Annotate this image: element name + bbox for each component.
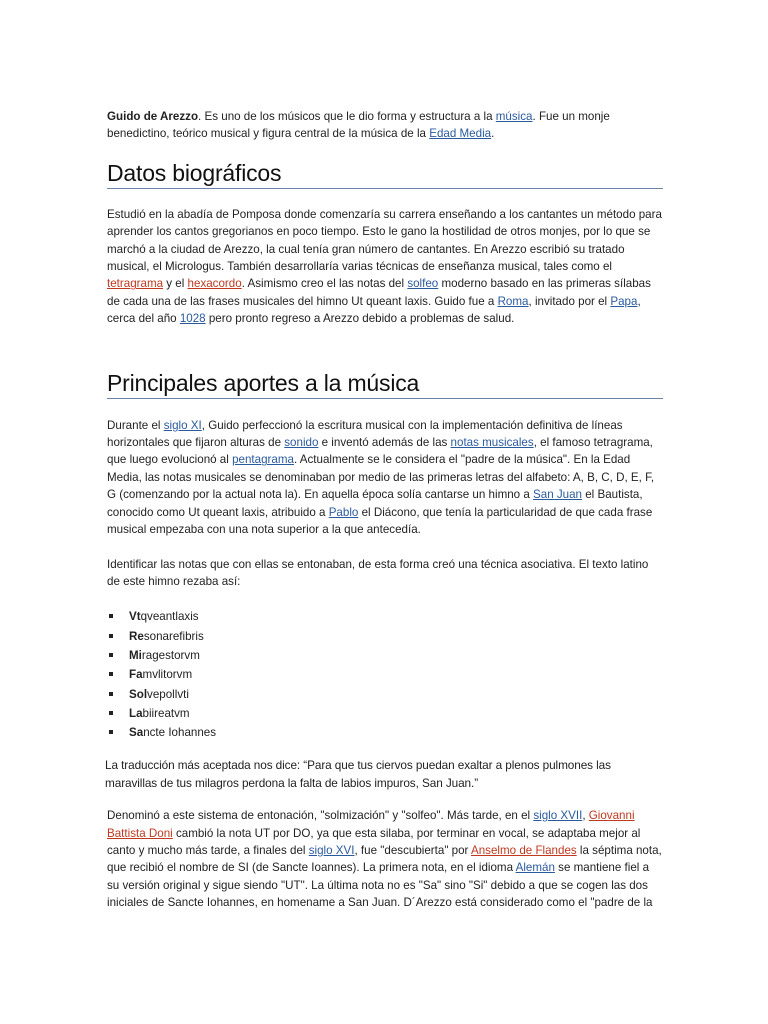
identificar-paragraph: Identificar las notas que con ellas se entonaban, de esta forma creó una técnica asociativa. El texto latino de este himno rezaba así: — [107, 557, 649, 588]
bullet-icon — [109, 730, 113, 734]
article — [107, 108, 663, 912]
link-san-juan[interactable]: San Juan — [533, 488, 583, 502]
link-papa[interactable]: Papa — [610, 294, 638, 308]
link-pablo[interactable]: Pablo — [328, 505, 359, 519]
aportes-paragraph: Durante el siglo XI, Guido perfeccionó la escritura musical con la implementación definitiva de líneas horizontales que fijaron alturas de sonido e inventó además de las notas musicales, el famoso tetragrama, que luego evolucionó al pentagrama. Actualmente se le considera el "padre de la música". En la Edad Media, las notas musicales se denominaban por medio de las primeras letras del alfabeto: A, B, C, D, E, F, G (comenzando por la actual nota la). En aquella época solía cantarse un himno a San Juan el Bautista, conocido como Ut queant laxis, atribuido a Pablo el Diácono, que tenía la particularidad de que cada frase musical empezaba con una nota superior a la que antecedía. — [107, 418, 655, 537]
link-siglo-xvi[interactable]: siglo XVI — [308, 844, 355, 858]
intro-paragraph: Guido de Arezzo. Es uno de los músicos que le dio forma y estructura a la música. Fue un monje benedictino, teórico musical y figura central de la música de la Edad Media. — [107, 110, 610, 141]
link-siglo-xvii[interactable]: siglo XVII — [533, 809, 583, 823]
list-item: Famvlitorvm — [107, 665, 663, 684]
translation-paragraph: La traducción más aceptada nos dice: “Para que tus ciervos puedan exaltar a plenos pulmones las maravillas de tus milagros perdona la falta de labios impuros, San Juan.” — [105, 758, 611, 790]
biography-paragraph: Estudió en la abadía de Pomposa donde comenzaría su carrera enseñando a los cantantes un método para aprender los cantos gregorianos en poco tiempo. Esto le gano la hostilidad de otros monjes, por lo que se marchó a la ciudad de Arezzo, la cual tenía gran número de cantantes. En Arezzo escribió su tratado musical, el Micrologus. También desarrollaría varias técnicas de enseñanza musical, tales como el tetragrama y el hexacordo. Asimismo creo el las notas del solfeo moderno basado en las primeras sílabas de cada una de las frases musicales del himno Ut queant laxis. Guido fue a Roma, invitado por el Papa, cerca del año 1028 pero pronto regreso a Arezzo debido a problemas de salud. — [107, 207, 662, 326]
list-item: Sancte Iohannes — [107, 723, 663, 742]
heading-datos-biograficos: Datos biográficos — [107, 159, 663, 189]
link-anselmo-de-flandes[interactable]: Anselmo de Flandes — [471, 844, 577, 858]
link-hexacordo[interactable]: hexacordo — [187, 277, 242, 291]
bullet-icon — [109, 614, 113, 618]
solmizacion-paragraph: Denominó a este sistema de entonación, "solmización" y "solfeo". Más tarde, en el siglo XVII, Giovanni Battista Doni cambió la nota UT por DO, ya que esta silaba, por terminar en vocal, se adaptaba mejor al canto y mucho más tarde, a finales del siglo XVI, fue "descubierta" por Anselmo de Flandes la séptima nota, que recibió el nombre de SI (de Sancte Ioannes). La primera nota, en el idioma Alemán se mantiene fiel a su versión original y sigue siendo "UT". La última nota no es "Sa" sino "Si" debido a que se cogen las dos iniciales de Sancte Iohannes, en homename a San Juan. D´Arezzo está considerado como el "padre de la — [107, 809, 662, 910]
link-musica[interactable]: música — [495, 110, 533, 123]
hymn-verse-list — [107, 607, 663, 742]
link-solfeo[interactable]: solfeo — [407, 277, 439, 291]
list-item: Labiireatvm — [107, 704, 663, 723]
list-item: Resonarefibris — [107, 627, 663, 646]
link-giovanni-battista-doni[interactable]: Giovanni Battista Doni — [107, 809, 635, 840]
link-aleman[interactable]: Alemán — [515, 861, 555, 875]
list-item: Solvepollvti — [107, 685, 663, 704]
heading-principales-aportes: Principales aportes a la música — [107, 369, 663, 399]
link-roma[interactable]: Roma — [497, 294, 529, 308]
link-notas-musicales[interactable]: notas musicales — [450, 436, 534, 450]
article-subject: Guido de Arezzo — [107, 110, 199, 123]
bullet-icon — [109, 634, 113, 638]
bullet-icon — [109, 672, 113, 676]
list-item: Vtqveantlaxis — [107, 607, 663, 626]
link-1028[interactable]: 1028 — [179, 312, 206, 326]
link-sonido[interactable]: sonido — [284, 436, 319, 450]
link-edad-media[interactable]: Edad Media — [429, 127, 492, 141]
link-pentagrama[interactable]: pentagrama — [232, 453, 294, 467]
bullet-icon — [109, 711, 113, 715]
bullet-icon — [109, 653, 113, 657]
list-item: Miragestorvm — [107, 646, 663, 665]
link-tetragrama[interactable]: tetragrama — [107, 277, 164, 291]
link-siglo-xi[interactable]: siglo XI — [163, 418, 202, 432]
bullet-icon — [109, 692, 113, 696]
